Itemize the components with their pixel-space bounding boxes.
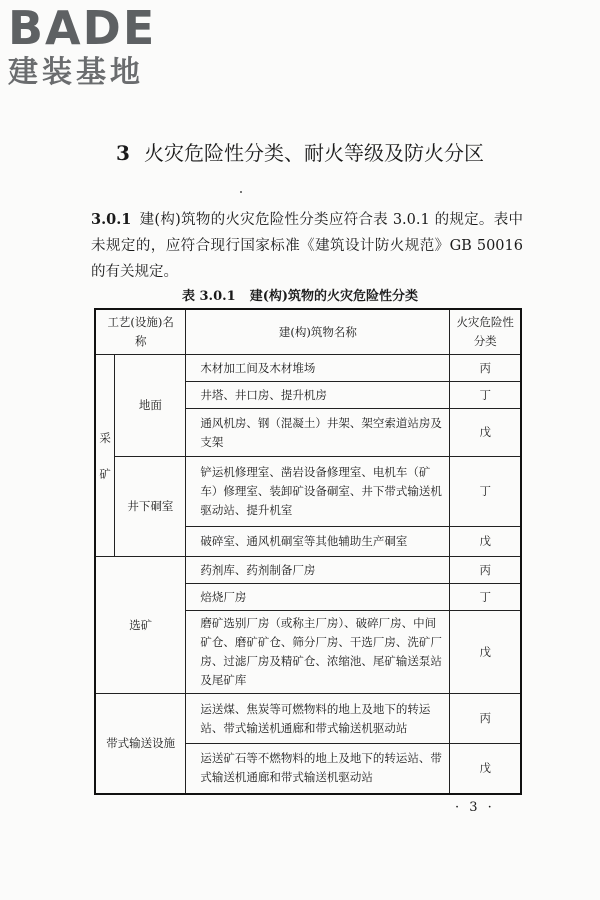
row-class: 丁 (450, 584, 521, 611)
group-surface: 地面 (115, 355, 186, 457)
clause-text: 建(构)筑物的火灾危险性分类应符合表 3.0.1 的规定。表中未规定的，应符合现行国家标准《建筑设计防火规范》GB 50016 的有关规定。 (91, 212, 523, 280)
table-caption (0, 285, 600, 304)
header-building: 建(构)筑物名称 (186, 309, 450, 355)
clause-number: 3.0.1 (91, 211, 132, 228)
table-row (95, 355, 521, 382)
row-name: 铲运机修理室、凿岩设备修理室、电机车（矿车）修理室、装卸矿设备硐室、井下带式输送机驱动站、提升机室 (186, 457, 450, 527)
group-processing: 选矿 (95, 557, 186, 694)
fire-hazard-table (94, 308, 522, 795)
mining-label (95, 355, 115, 557)
header-process: 工艺(设施)名称 (95, 309, 186, 355)
table-row (95, 557, 521, 584)
logo-brand: BADE (8, 1, 157, 55)
logo-subtitle: 建装基地 (8, 55, 144, 90)
row-name: 运送煤、焦炭等可燃物料的地上及地下的转运站、带式输送机通廊和带式输送机驱动站 (186, 694, 450, 744)
logo (8, 1, 178, 90)
table-row (95, 694, 521, 744)
stray-dot (240, 191, 242, 193)
table-header-row (95, 309, 521, 355)
row-name: 木材加工间及木材堆场 (186, 355, 450, 382)
chapter-title: 火灾危险性分类、耐火等级及防火分区 (143, 141, 484, 165)
row-class: 戊 (450, 409, 521, 457)
row-name: 运送矿石等不燃物料的地上及地下的转运站、带式输送机通廊和带式输送机驱动站 (186, 744, 450, 794)
header-class: 火灾危险性分类 (450, 309, 521, 355)
row-name: 破碎室、通风机硐室等其他辅助生产硐室 (186, 527, 450, 557)
table-caption-label: 表 3.0.1 (181, 289, 236, 304)
page-number: · 3 · (455, 800, 495, 815)
row-class: 戊 (450, 611, 521, 694)
row-name: 通风机房、钢（混凝土）井架、架空索道站房及支架 (186, 409, 450, 457)
row-name: 磨矿选别厂房（或称主厂房）、破碎厂房、中间矿仓、磨矿矿仓、筛分厂房、干选厂房、洗矿厂房、过滤厂房及精矿仓、浓缩池、尾矿输送泵站及尾矿库 (186, 611, 450, 694)
mining-label-char: 采 (99, 430, 111, 445)
row-name: 井塔、井口房、提升机房 (186, 382, 450, 409)
clause-3-0-1 (91, 207, 523, 285)
row-name: 药剂库、药剂制备厂房 (186, 557, 450, 584)
row-name: 焙烧厂房 (186, 584, 450, 611)
chapter-number: 3 (116, 141, 130, 165)
row-class: 戊 (450, 744, 521, 794)
chapter-heading (0, 139, 600, 167)
table-caption-title: 建(构)筑物的火灾危险性分类 (249, 289, 419, 304)
group-underground: 井下硐室 (115, 457, 186, 557)
row-class: 丁 (450, 457, 521, 527)
row-class: 戊 (450, 527, 521, 557)
row-class: 丙 (450, 355, 521, 382)
table-row (95, 457, 521, 527)
row-class: 丙 (450, 694, 521, 744)
row-class: 丙 (450, 557, 521, 584)
row-class: 丁 (450, 382, 521, 409)
mining-label-char: 矿 (99, 466, 111, 481)
group-conveyor: 带式输送设施 (95, 694, 186, 794)
